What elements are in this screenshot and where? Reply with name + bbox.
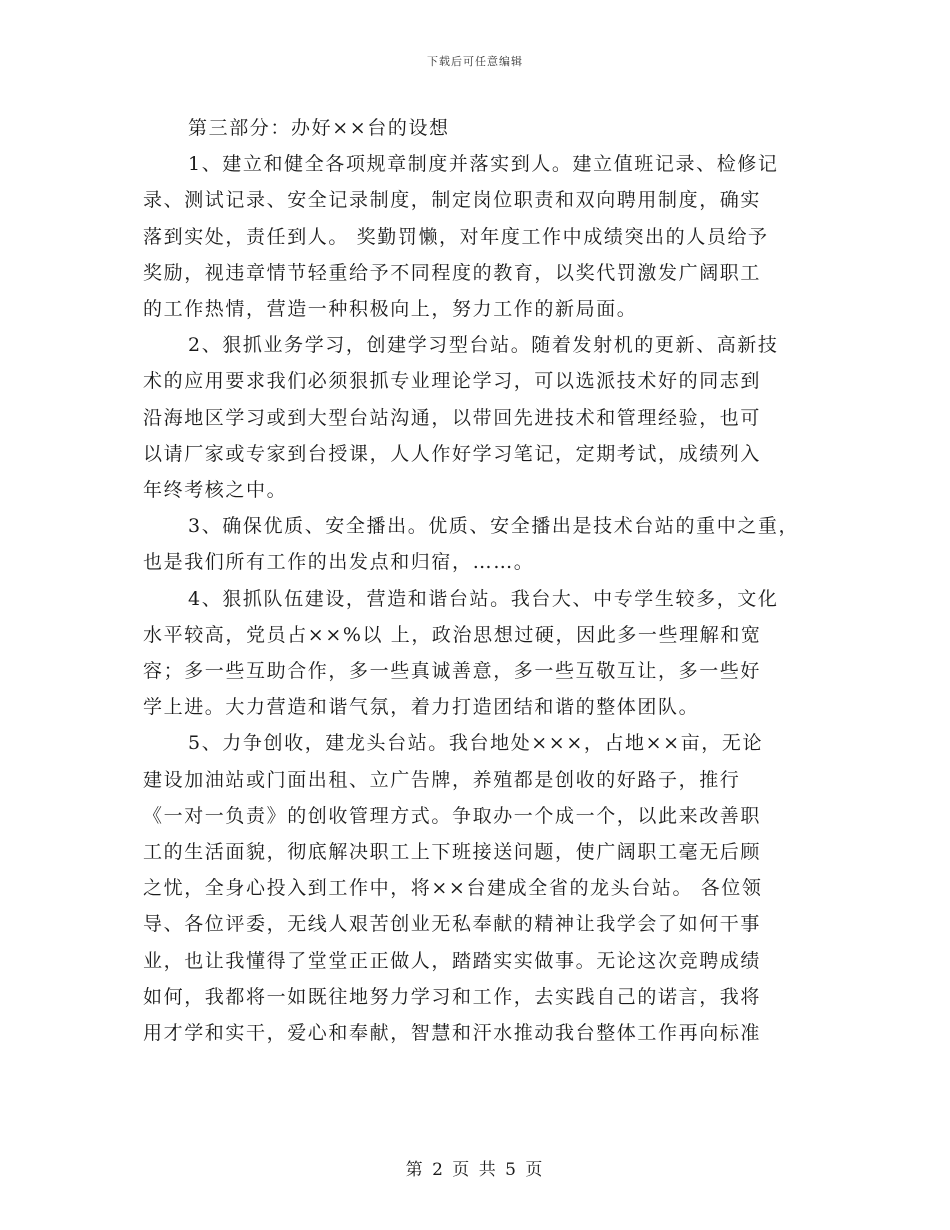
paragraph-line: 导、各位评委，无线人艰苦创业无私奉献的精神让我学会了如何干事 bbox=[143, 913, 762, 936]
paragraph-line: 录、测试记录、安全记录制度，制定岗位职责和双向聘用制度，确实 bbox=[143, 189, 762, 212]
paragraph-line: 业，也让我懂得了堂堂正正做人，踏踏实实做事。无论这次竞聘成绩 bbox=[143, 949, 762, 972]
paragraph-line: 容；多一些互助合作，多一些真诚善意，多一些互敬互让，多一些好 bbox=[143, 660, 762, 683]
paragraph-line: 奖励，视违章情节轻重给予不同程度的教育，以奖代罚激发广阔职工 bbox=[143, 261, 762, 284]
paragraph-line: 也是我们所有工作的出发点和归宿，……。 bbox=[143, 551, 535, 574]
paragraph-line: 的工作热情，营造一种积极向上，努力工作的新局面。 bbox=[143, 298, 638, 321]
paragraph-line: 以请厂家或专家到台授课，人人作好学习笔记，定期考试，成绩列入 bbox=[143, 442, 762, 465]
section-heading: 第三部分：办好××台的设想 bbox=[188, 117, 450, 139]
paragraph-line: 术的应用要求我们必须狠抓专业理论学习，可以选派技术好的同志到 bbox=[143, 370, 762, 393]
paragraph-line: 水平较高，党员占××%以 上，政治思想过硬，因此多一些理解和宽 bbox=[143, 623, 762, 646]
paragraph-line: 如何，我都将一如既往地努力学习和工作，去实践自己的诺言，我将 bbox=[143, 985, 762, 1008]
header-note: 下载后可任意编辑 bbox=[427, 55, 523, 68]
paragraph-line: 沿海地区学习或到大型台站沟通，以带回先进技术和管理经验，也可 bbox=[143, 406, 762, 429]
paragraph-line: 4、狠抓队伍建设，营造和谐台站。我台大、中专学生较多，文化 bbox=[188, 587, 779, 610]
paragraph-line: 3、确保优质、安全播出。优质、安全播出是技术台站的重中之重， bbox=[188, 515, 800, 538]
paragraph-line: 1、建立和健全各项规章制度并落实到人。建立值班记录、检修记 bbox=[188, 153, 779, 176]
paragraph-line: 用才学和实干，爱心和奉献，智慧和汗水推动我台整体工作再向标准 bbox=[143, 1022, 762, 1045]
paragraph-line: 2、狠抓业务学习，创建学习型台站。随着发射机的更新、高新技 bbox=[188, 334, 779, 357]
paragraph-line: 落到实处，责任到人。 奖勤罚懒，对年度工作中成绩突出的人员给予 bbox=[143, 225, 769, 248]
paragraph-line: 之忧，全身心投入到工作中，将××台建成全省的龙头台站。 各位领 bbox=[143, 877, 763, 900]
page-number: 第 2 页 共 5 页 bbox=[405, 1160, 545, 1180]
paragraph-line: 学上进。大力营造和谐气氛，着力打造团结和谐的整体团队。 bbox=[143, 696, 700, 719]
paragraph-line: 建设加油站或门面出租、立广告牌，养殖都是创收的好路子，推行 bbox=[143, 768, 741, 791]
paragraph-line: 年终考核之中。 bbox=[143, 479, 288, 502]
paragraph-line: 《一对一负责》的创收管理方式。争取办一个成一个，以此来改善职 bbox=[143, 804, 762, 827]
document-body bbox=[143, 110, 823, 1051]
paragraph-line: 5、力争创收，建龙头台站。我台地处×××，占地××亩，无论 bbox=[188, 732, 764, 755]
paragraph-line: 工的生活面貌，彻底解决职工上下班接送问题，使广阔职工毫无后顾 bbox=[143, 841, 762, 864]
